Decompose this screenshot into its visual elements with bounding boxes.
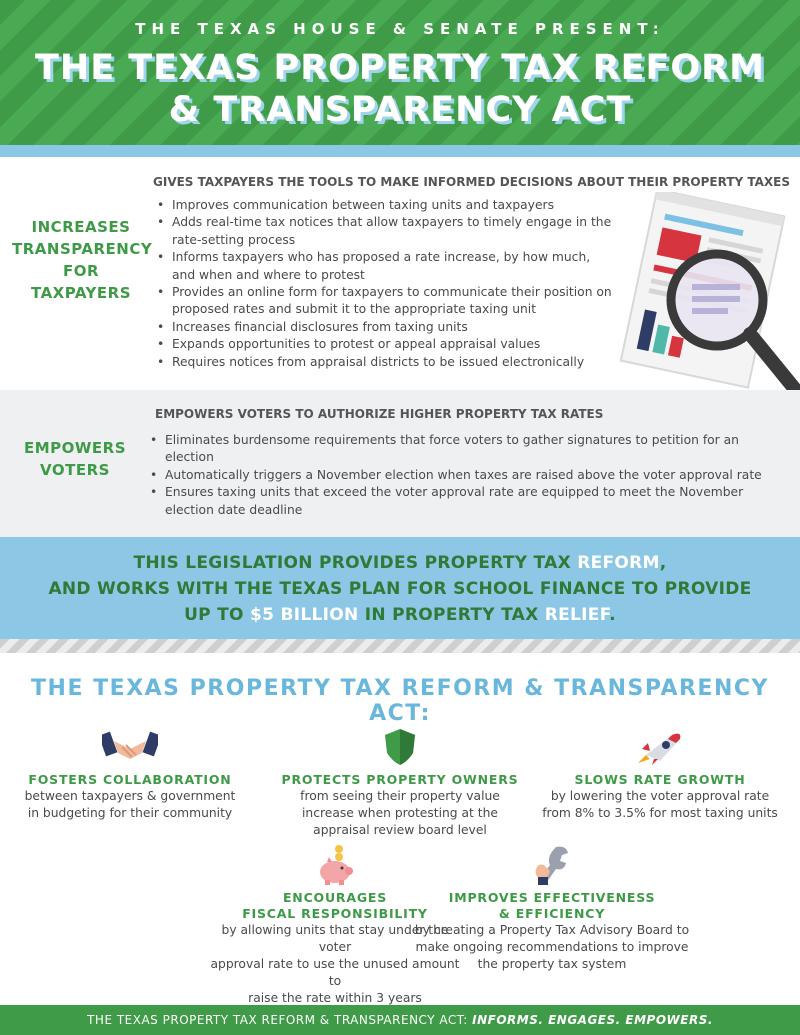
benefit-title: PROTECTS PROPERTY OWNERS	[281, 772, 519, 787]
wrench-icon	[532, 843, 572, 887]
footer-emphasis: INFORMS. ENGAGES. EMPOWERS.	[472, 1013, 713, 1027]
relief-banner	[0, 537, 800, 639]
side-label-line: INCREASES	[31, 218, 131, 236]
header-divider	[0, 145, 800, 157]
magnifying-glass-over-document-icon	[612, 192, 800, 407]
transparency-bullet-list	[155, 197, 615, 371]
benefits-title: THE TEXAS PROPERTY TAX REFORM & TRANSPARENCY ACT:	[31, 676, 769, 726]
side-label-line: VOTERS	[40, 461, 110, 479]
handshake-icon	[102, 727, 158, 767]
benefit-desc-line: raise the rate within 3 years	[248, 991, 422, 1005]
header-title-line-2: & TRANSPARENCY ACT	[168, 90, 632, 130]
banner-line-1	[0, 552, 800, 574]
benefit-desc-line: by creating a Property Tax Advisory Board to	[414, 923, 690, 937]
benefit-rate-growth	[528, 722, 792, 822]
list-item: • Provides an online form for taxpayers to communicate their position on proposed rates and submit it to the appropriate taxing unit	[155, 284, 615, 319]
banner-text: .	[609, 605, 616, 625]
list-item: • Requires notices from appraisal districts to be issued electronically	[155, 354, 615, 371]
benefit-protects-owners	[272, 722, 528, 839]
transparency-side-label	[12, 216, 153, 304]
voters-side-label	[10, 437, 140, 481]
banner-highlight: REFORM	[577, 553, 660, 573]
list-item: • Increases financial disclosures from taxing units	[155, 319, 615, 336]
voters-section	[0, 390, 800, 537]
benefit-desc-line: by lowering the voter approval rate	[550, 789, 770, 803]
side-label-line: TRANSPARENCY	[12, 240, 153, 258]
list-item: • Automatically triggers a November election when taxes are raised above the voter approval rate	[148, 467, 783, 484]
rocket-icon	[636, 729, 684, 765]
transparency-heading: GIVES TAXPAYERS THE TOOLS TO MAKE INFORMED DECISIONS ABOUT THEIR PROPERTY TAXES	[153, 175, 791, 189]
banner-line-3	[0, 604, 800, 626]
benefit-title: ENCOURAGES	[282, 890, 388, 905]
shield-icon	[383, 727, 417, 767]
benefit-desc-line: increase when protesting at the	[302, 806, 498, 820]
benefit-desc-line: make ongoing recommendations to improve	[415, 940, 689, 954]
banner-highlight: RELIEF	[544, 605, 610, 625]
benefit-desc-line: appraisal review board level	[313, 823, 487, 837]
header-banner	[0, 0, 800, 145]
voters-heading: EMPOWERS VOTERS TO AUTHORIZE HIGHER PROPERTY TAX RATES	[155, 407, 604, 421]
side-label-line: EMPOWERS	[23, 439, 127, 457]
list-item: • Adds real-time tax notices that allow taxpayers to timely engage in the rate-setting process	[155, 214, 615, 249]
benefit-desc-line: from seeing their property value	[300, 789, 500, 803]
benefit-title: SLOWS RATE GROWTH	[574, 772, 746, 787]
banner-highlight: $5 BILLION	[250, 605, 359, 625]
header-title-line-1: THE TEXAS PROPERTY TAX REFORM	[35, 48, 765, 88]
banner-line-2: AND WORKS WITH THE TEXAS PLAN FOR SCHOOL FINANCE TO PROVIDE	[48, 579, 752, 599]
banner-text: IN PROPERTY TAX	[358, 605, 545, 625]
footer-bar	[0, 1005, 800, 1035]
benefit-desc-line: in budgeting for their community	[27, 806, 233, 820]
benefit-collaboration	[10, 722, 250, 822]
benefit-title: & EFFICIENCY	[498, 906, 606, 921]
benefit-desc-line: approval rate to use the unused amount to	[210, 957, 460, 988]
benefit-desc-line: between taxpayers & government	[24, 789, 236, 803]
striped-divider	[0, 639, 800, 653]
banner-text: UP TO	[184, 605, 251, 625]
benefit-desc-line: by allowing units that stay under the voter	[221, 923, 449, 954]
transparency-section	[0, 157, 800, 390]
benefit-title: FOSTERS COLLABORATION	[28, 772, 232, 787]
banner-text: ,	[659, 553, 667, 573]
header-subtitle: THE TEXAS HOUSE & SENATE PRESENT:	[135, 20, 665, 38]
banner-text: THIS LEGISLATION PROVIDES PROPERTY TAX	[133, 553, 578, 573]
benefit-effectiveness	[402, 840, 702, 973]
list-item: • Informs taxpayers who has proposed a rate increase, by how much, and when and where to protest	[155, 249, 615, 284]
piggy-bank-icon	[315, 844, 355, 886]
voters-bullet-list	[148, 432, 783, 519]
benefit-desc-line: the property tax system	[477, 957, 627, 971]
side-label-line: FOR TAXPAYERS	[31, 262, 131, 302]
benefit-title: IMPROVES EFFECTIVENESS	[448, 890, 656, 905]
footer-text: THE TEXAS PROPERTY TAX REFORM & TRANSPARENCY ACT:	[87, 1013, 473, 1027]
benefit-desc-line: from 8% to 3.5% for most taxing units	[542, 806, 778, 820]
list-item: • Ensures taxing units that exceed the voter approval rate are equipped to meet the November election date deadline	[148, 484, 783, 519]
benefit-title: FISCAL RESPONSIBILITY	[242, 906, 428, 921]
list-item: • Eliminates burdensome requirements that force voters to gather signatures to petition for an election	[148, 432, 783, 467]
list-item: • Expands opportunities to protest or appeal appraisal values	[155, 336, 615, 353]
list-item: • Improves communication between taxing units and taxpayers	[155, 197, 615, 214]
